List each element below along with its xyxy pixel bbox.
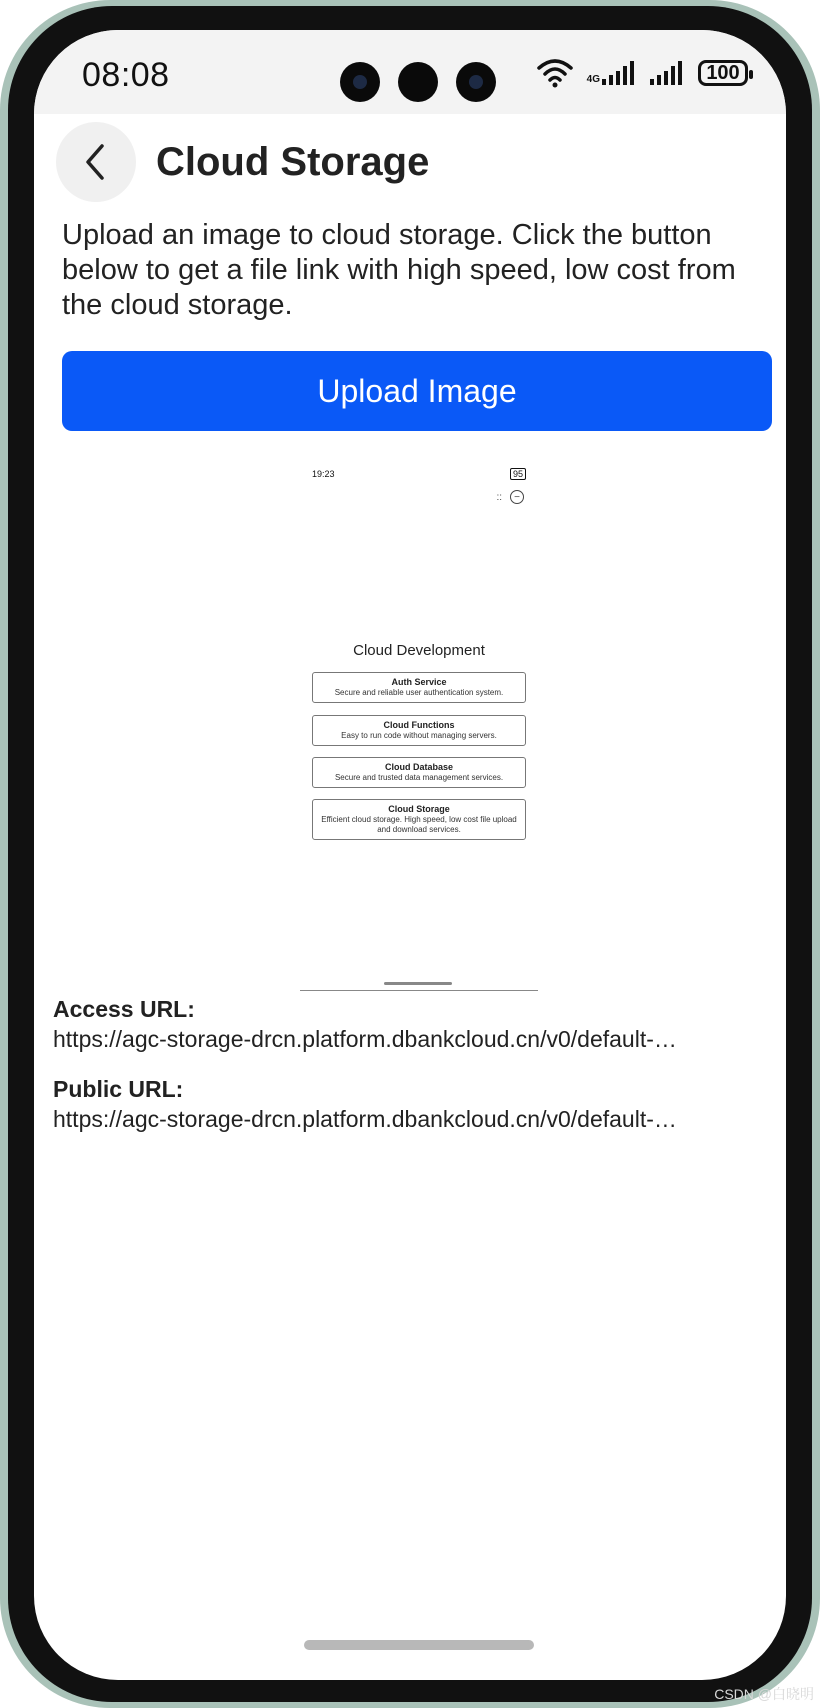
watermark: CSDN @白晓明 xyxy=(714,1686,814,1702)
access-url-label: Access URL: xyxy=(53,996,195,1022)
preview-card-desc: Efficient cloud storage. High speed, low cost file upload and download services. xyxy=(321,815,517,834)
preview-card-desc: Easy to run code without managing servers. xyxy=(341,731,497,740)
preview-bottom-border xyxy=(300,990,538,991)
page-title: Cloud Storage xyxy=(156,140,430,184)
preview-card-title: Cloud Storage xyxy=(388,804,450,814)
uploaded-image-preview xyxy=(300,464,538,994)
preview-card xyxy=(312,799,526,840)
upload-image-button[interactable]: Upload Image xyxy=(62,351,772,431)
page-header xyxy=(34,114,786,202)
preview-status-time: 19:23 xyxy=(312,469,335,479)
preview-title: Cloud Development xyxy=(353,642,485,659)
chevron-left-icon xyxy=(82,142,110,182)
wifi-icon xyxy=(537,58,573,88)
preview-card-title: Cloud Database xyxy=(384,762,453,772)
front-camera-icon xyxy=(340,62,380,102)
phone-bezel xyxy=(8,6,812,1702)
access-url-value: https://agc-storage-drcn.platform.dbankcloud.cn/v0/default-… xyxy=(53,1026,677,1052)
preview-close-icon: − xyxy=(510,490,524,504)
cellular-signal-1-icon: 4G xyxy=(587,61,636,85)
front-camera-icon xyxy=(456,62,496,102)
cellular-signal-2-icon xyxy=(650,61,684,85)
public-url-label: Public URL: xyxy=(53,1076,184,1102)
public-url-value: https://agc-storage-drcn.platform.dbankcloud.cn/v0/default-… xyxy=(53,1106,677,1132)
preview-more-icon: :: xyxy=(496,491,502,503)
page-description: Upload an image to cloud storage. Click the button below to get a file link with high speed, low cost from the cloud storage. xyxy=(62,219,736,321)
preview-card-desc: Secure and reliable user authentication system. xyxy=(334,688,504,697)
preview-card xyxy=(312,715,526,746)
preview-card xyxy=(312,672,526,703)
preview-capsule xyxy=(496,490,524,504)
preview-battery: 95 xyxy=(510,468,526,480)
preview-card xyxy=(312,757,526,788)
preview-card-desc: Secure and trusted data management services. xyxy=(334,773,504,782)
front-sensor-icon xyxy=(398,62,438,102)
phone-screen xyxy=(34,30,786,1680)
preview-card-title: Cloud Functions xyxy=(383,720,455,730)
preview-card-title: Auth Service xyxy=(391,677,447,687)
preview-status-icons xyxy=(510,469,526,479)
home-indicator[interactable] xyxy=(304,1640,534,1650)
preview-home-indicator xyxy=(384,982,452,985)
status-bar xyxy=(34,30,786,114)
status-time: 08:08 xyxy=(82,56,170,94)
status-icons xyxy=(537,56,748,90)
battery-icon: 100 xyxy=(698,60,748,86)
back-button[interactable] xyxy=(56,122,136,202)
